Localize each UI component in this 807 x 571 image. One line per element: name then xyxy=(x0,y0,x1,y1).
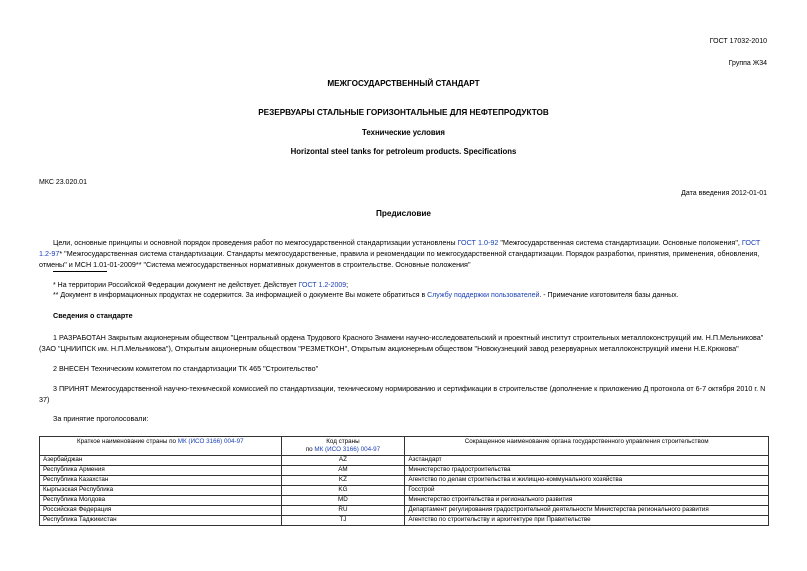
mks-code: МКС 23.020.01 xyxy=(39,179,87,186)
footnote-1: * На территории Российской Федерации документ не действует. Действует ГОСТ 1.2-2009; xyxy=(53,282,349,289)
country-cell: Кыргызская Республика xyxy=(40,486,282,496)
country-cell: Республика Таджикистан xyxy=(40,516,282,526)
about-heading: Сведения о стандарте xyxy=(53,311,133,320)
code-cell: MD xyxy=(281,496,405,506)
preface-paragraph: Цели, основные принципы и основной порядок проведения работ по межгосударственной стандартизации установлены ГОСТ 1.0-92 "Межгосударственная система стандартизации. Основные положения", ГОСТ 1.2-97* "Межгосударственная система стандартизации. Стандарты межгосударственные, правила и рекомендации по межгосударственной стандартизации. Порядок разработки, принятия, применения, обновления, отмены" и МСН 1.01-01-2009** "Система межгосударственных нормативных документов в строительстве. Основные положения" xyxy=(39,238,761,269)
document-title-en: Horizontal steel tanks for petroleum products. Specifications xyxy=(290,147,517,156)
body-cell: Госстрой xyxy=(405,486,769,496)
about-item-2: 2 ВНЕСЕН Техническим комитетом по стандартизации ТК 465 "Строительство" xyxy=(53,364,319,373)
code-cell: RU xyxy=(281,506,405,516)
table-row xyxy=(40,476,769,486)
standard-type: МЕЖГОСУДАРСТВЕННЫЙ СТАНДАРТ xyxy=(327,79,480,88)
table-row xyxy=(40,516,769,526)
country-cell: Российская Федерация xyxy=(40,506,282,516)
preface-heading: Предисловие xyxy=(376,209,431,218)
gost-group: Группа Ж34 xyxy=(728,60,767,67)
country-cell: Республика Армения xyxy=(40,466,282,476)
table-row xyxy=(40,466,769,476)
table-row xyxy=(40,456,769,466)
mk-iso-link-2[interactable]: МК (ИСО 3166) 004-97 xyxy=(314,446,381,453)
document-subtitle: Технические условия xyxy=(362,128,445,137)
voting-table xyxy=(39,436,769,526)
support-link[interactable]: Службу поддержки пользователей xyxy=(427,292,540,299)
col-header-code: Код страны по МК (ИСО 3166) 004-97 xyxy=(281,437,405,456)
code-cell: TJ xyxy=(281,516,405,526)
body-cell: Министерство градостроительства xyxy=(405,466,769,476)
country-cell: Республика Казахстан xyxy=(40,476,282,486)
gost-1-2-2009-link[interactable]: ГОСТ 1.2-2009 xyxy=(298,282,347,289)
mk-iso-link[interactable]: МК (ИСО 3166) 004-97 xyxy=(177,438,244,445)
code-cell: KZ xyxy=(281,476,405,486)
table-header-row xyxy=(40,437,769,456)
intro-date: Дата введения 2012-01-01 xyxy=(681,190,767,197)
table-row xyxy=(40,486,769,496)
code-cell: AZ xyxy=(281,456,405,466)
document-title: РЕЗЕРВУАРЫ СТАЛЬНЫЕ ГОРИЗОНТАЛЬНЫЕ ДЛЯ НЕФТЕПРОДУКТОВ xyxy=(258,108,549,117)
gost-1-0-link[interactable]: ГОСТ 1.0-92 xyxy=(457,238,499,247)
footnote-2: ** Документ в информационных продуктах не содержится. За информацией о документе Вы можете обратиться в Службу поддержки пользователей. - Примечание изготовителя базы данных. xyxy=(53,292,679,299)
footnote-divider xyxy=(53,271,107,272)
body-cell: Министерство строительства и регионального развития xyxy=(405,496,769,506)
country-cell: Республика Молдова xyxy=(40,496,282,506)
country-cell: Азербайджан xyxy=(40,456,282,466)
body-cell: Азстандарт xyxy=(405,456,769,466)
table-row xyxy=(40,496,769,506)
code-cell: KG xyxy=(281,486,405,496)
gost-number: ГОСТ 17032-2010 xyxy=(709,38,767,45)
body-cell: Агентство по делам строительства и жилищно-коммунального хозяйства xyxy=(405,476,769,486)
body-cell: Департамент регулирования градостроительной деятельности Министерства регионального развития xyxy=(405,506,769,516)
body-cell: Агентство по строительству и архитектуре при Правительстве xyxy=(405,516,769,526)
col-header-country: Краткое наименование страны по МК (ИСО 3166) 004-97 xyxy=(40,437,282,456)
code-cell: AM xyxy=(281,466,405,476)
gost-1-2-link-b[interactable]: 1.2-97 xyxy=(39,249,60,258)
voted-label: За принятие проголосовали: xyxy=(53,414,149,423)
table-row xyxy=(40,506,769,516)
gost-1-2-link-a[interactable]: ГОСТ xyxy=(741,238,761,247)
about-item-1: 1 РАЗРАБОТАН Закрытым акционерным обществом "Центральный ордена Трудового Красного Знамени научно-исследовательский и проектный институт строительных металлоконструкций им. Н.П.Мельникова" (ЗАО "ЦНИИПСК им. Н.П.Мельникова"), Открытым акционерным обществом "РЕЗМЕТКОН", Открытым акционерным обществом "Новокузнецкий завод резервуарных металлоконструкций имени Н.Е.Крюкова" xyxy=(39,333,764,353)
col-header-body: Сокращенное наименование органа государственного управления строительством xyxy=(405,437,769,456)
about-item-3: 3 ПРИНЯТ Межгосударственной научно-технической комиссией по стандартизации, техническому нормированию и сертификации в строительстве (дополнение к приложению Д протокола от 6-7 октября 2010 г. N 37) xyxy=(39,384,766,404)
